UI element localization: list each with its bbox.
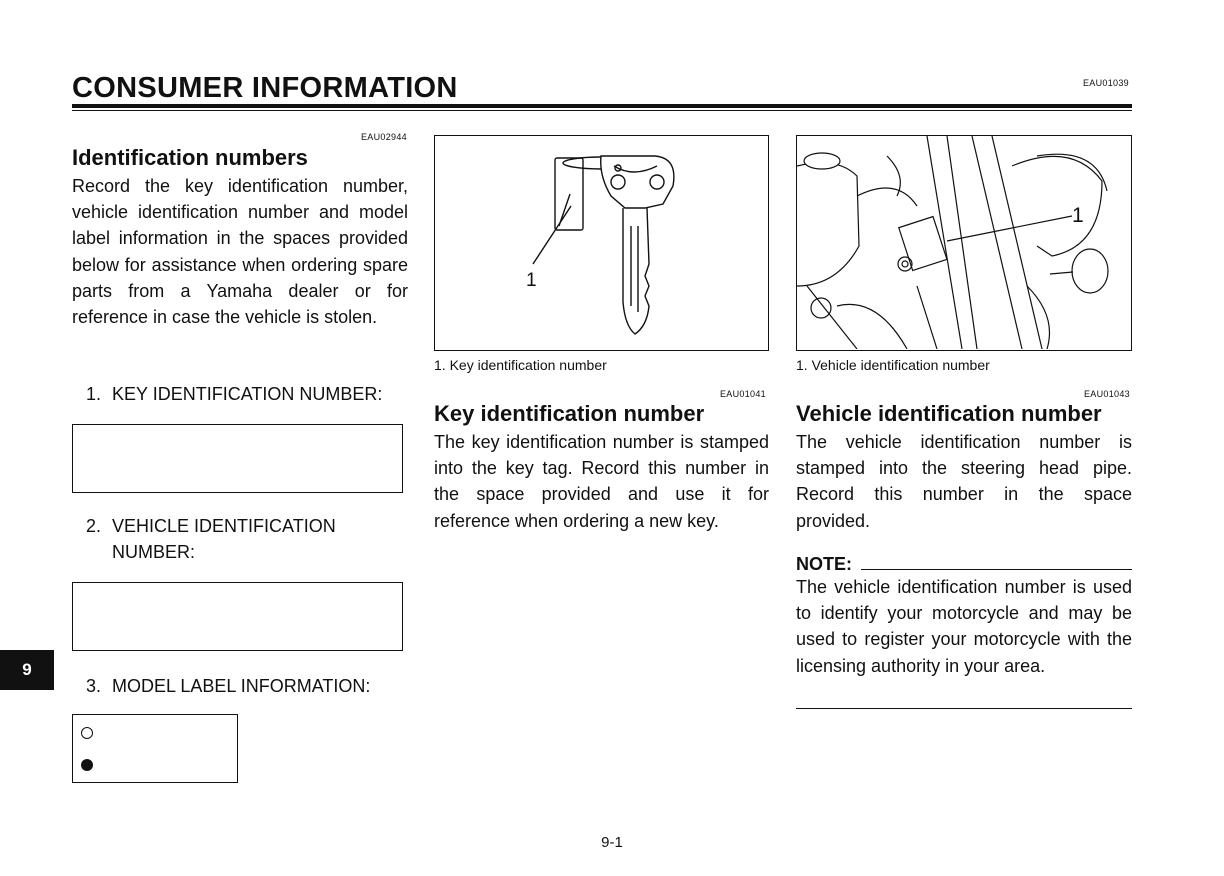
note-label: NOTE: [796, 554, 852, 574]
page-title: CONSUMER INFORMATION [72, 72, 458, 104]
header-code: EAU01039 [1083, 78, 1129, 88]
key-figure [434, 135, 769, 351]
key-callout-number: 1 [526, 270, 537, 291]
vehicle-section-body: The vehicle identification number is stamped into the steering head pipe. Record this number in the space provided. [796, 432, 1132, 531]
header-rule-thin [72, 110, 1132, 111]
item-2-label: VEHICLE IDENTIFICATION [112, 516, 336, 536]
item-3-number: 3. [86, 676, 102, 696]
item-2-number: 2. [86, 516, 102, 536]
key-illustration [435, 136, 767, 349]
key-section-code: EAU01041 [720, 389, 766, 399]
chapter-tab: 9 [0, 650, 54, 690]
vehicle-section-heading: Vehicle identification number [796, 401, 1102, 426]
item-1-number: 1. [86, 384, 102, 404]
vehicle-number-entry-box[interactable] [72, 582, 403, 651]
open-circle-icon [81, 727, 93, 739]
vehicle-figure [796, 135, 1132, 351]
key-number-entry-box[interactable] [72, 424, 403, 493]
note-rule-bottom [796, 708, 1132, 709]
identification-body: Record the key identification number, vehicle identification number and model label information in the spaces provided below for assistance when ordering spare parts from a Yamaha dealer or for reference in case the vehicle is stolen. [72, 176, 408, 328]
identification-code: EAU02944 [361, 132, 407, 142]
key-section-heading: Key identification number [434, 401, 705, 426]
vehicle-figure-caption: 1. Vehicle identification number [796, 357, 990, 373]
vehicle-callout-number: 1 [1072, 204, 1084, 227]
filled-circle-icon [81, 759, 93, 771]
identification-heading: Identification numbers [72, 145, 308, 170]
model-label-box[interactable] [72, 714, 238, 783]
page-number: 9-1 [601, 834, 623, 851]
note-body: The vehicle identification number is used to identify your motorcycle and may be used to register your motorcycle with the licensing authority in your area. [796, 577, 1132, 676]
header-rule-thick [72, 104, 1132, 108]
note-rule-top [861, 569, 1132, 570]
item-3-label: MODEL LABEL INFORMATION: [112, 676, 371, 696]
item-1-label: KEY IDENTIFICATION NUMBER: [112, 384, 383, 404]
motorcycle-illustration [797, 136, 1130, 349]
vehicle-section-code: EAU01043 [1084, 389, 1130, 399]
key-figure-caption: 1. Key identification number [434, 357, 607, 373]
item-2-label-line2: NUMBER: [112, 542, 196, 562]
key-section-body: The key identification number is stamped into the key tag. Record this number in the space provided and use it for reference when ordering a new key. [434, 432, 769, 531]
